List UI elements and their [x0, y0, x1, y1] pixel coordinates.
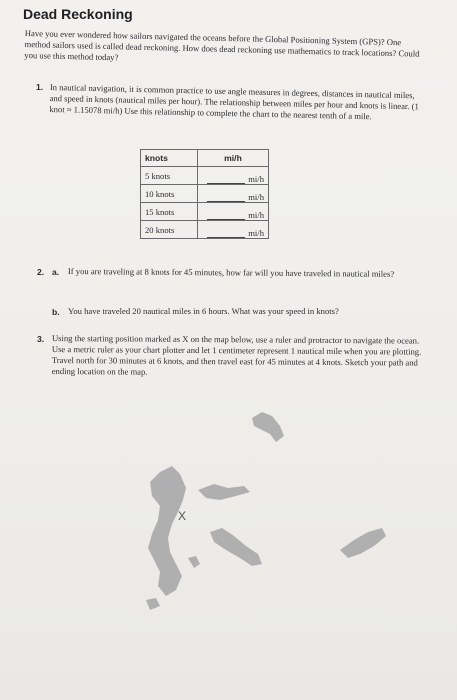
- question-1-text: In nautical navigation, it is common practice to use angle measures in degrees, distances in nautical miles, and speed in knots (nautical miles per hour). The relationship between miles per hour and knots is linear. (1 knot ≈ 1.15078 mi/h) Use this relationship to complete the chart to the nearest tenth of a mile.: [49, 82, 419, 122]
- unit-label: mi/h: [248, 174, 264, 184]
- island: [252, 412, 284, 442]
- question-3-text: Using the starting position marked as X on the map below, use a ruler and protractor to navigate the ocean. Use a metric ruler as your chart plotter and let 1 centimeter represent 1 nautical mile when you are plotting. Travel north for 30 minutes at 6 knots, and then travel east for 45 minutes at 4 knots. Sketch your path and ending location on the map.: [51, 333, 422, 377]
- island: [210, 528, 262, 566]
- knots-cell: 5 knots: [141, 167, 198, 185]
- knots-cell: 20 knots: [141, 221, 198, 239]
- intro-paragraph: Have you ever wondered how sailors navigated the oceans before the Global Positioning System (GPS)? One method sailors used is called dead reckoning. How does dead reckoning use mathematics to track locations? Could you use this method today?: [24, 28, 420, 63]
- island: [340, 528, 386, 558]
- table-header-row: [141, 150, 269, 167]
- question-3-number: 3.: [37, 334, 45, 344]
- unit-label: mi/h: [248, 228, 264, 238]
- table-header-mph: mi/h: [198, 150, 269, 167]
- table-row: [141, 185, 269, 203]
- unit-label: mi/h: [248, 210, 264, 220]
- worksheet-title: Dead Reckoning: [23, 6, 133, 22]
- question-1-number: 1.: [36, 82, 44, 92]
- answer-blank[interactable]: [207, 218, 245, 220]
- table-row: [141, 221, 269, 239]
- question-2-number: 2.: [37, 267, 45, 277]
- answer-blank[interactable]: [207, 182, 245, 184]
- answer-blank[interactable]: [207, 200, 245, 202]
- table-header-knots: knots: [141, 150, 198, 167]
- question-2b-text: You have traveled 20 nautical miles in 6 hours. What was your speed in knots?: [68, 306, 339, 316]
- answer-cell[interactable]: [198, 185, 269, 203]
- question-2a-label: a.: [52, 267, 60, 277]
- table-row: [141, 167, 269, 185]
- answer-cell[interactable]: [198, 167, 269, 185]
- island: [188, 556, 200, 568]
- knots-cell: 10 knots: [141, 185, 198, 203]
- island: [146, 598, 160, 610]
- unit-label: mi/h: [248, 192, 264, 202]
- ocean-map[interactable]: [0, 400, 457, 700]
- answer-cell[interactable]: [198, 221, 269, 239]
- table-row: [141, 203, 269, 221]
- answer-blank[interactable]: [207, 236, 245, 238]
- start-position-marker[interactable]: X: [178, 509, 187, 523]
- knots-conversion-table: [140, 149, 269, 239]
- question-2b-label: b.: [52, 307, 60, 317]
- question-2a-text: If you are traveling at 8 knots for 45 minutes, how far will you have traveled in nautical miles?: [67, 266, 395, 279]
- island: [148, 466, 186, 596]
- knots-cell: 15 knots: [141, 203, 198, 221]
- island: [198, 484, 250, 500]
- answer-cell[interactable]: [198, 203, 269, 221]
